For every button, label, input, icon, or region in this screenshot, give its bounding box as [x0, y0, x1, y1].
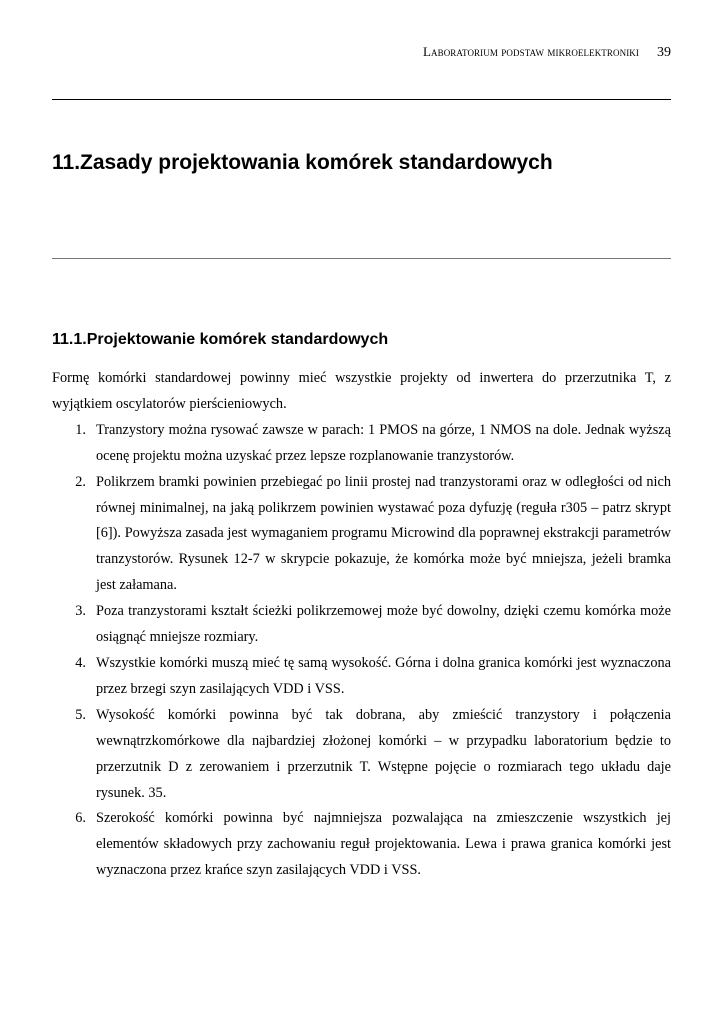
list-item-text: Poza tranzystorami kształt ścieżki polikrzemowej może być dowolny, dzięki czemu komórka może osiągnąć mniejsze rozmiary.: [96, 603, 671, 646]
list-item: [52, 651, 671, 703]
section-title: 11.1.Projektowanie komórek standardowych: [52, 331, 389, 348]
list-item-text: Szerokość komórki powinna być najmniejsza pozwalająca na zmieszczenie wszystkich jej elementów składowych przy zachowaniu reguł projektowania. Lewa i prawa granica komórki jest wyznaczona przez krańce szyn zasilających VDD i VSS.: [96, 810, 671, 879]
chapter-divider: [52, 258, 671, 259]
chapter-title: 11.Zasady projektowania komórek standardowych: [52, 151, 553, 174]
list-item-text: Polikrzem bramki powinien przebiegać po linii prostej nad tranzystorami oraz w odległości od nich równej minimalnej, na jaką polikrzem powinien wystawać poza dyfuzję (reguła r305 – patrz skrypt [6]). Powyższa zasada jest wymaganiem programu Microwind dla poprawnej ekstrakcji parametrów tranzystorów. Rysunek 12-7 w skrypcie pokazuje, że komórka może być mniejsza, jeżeli bramka jest załamana.: [96, 473, 671, 594]
list-item-number: 3.: [75, 603, 86, 620]
page-header: [423, 44, 671, 61]
list-item: [52, 470, 671, 600]
list-item: [52, 703, 671, 807]
section-body: [52, 366, 671, 884]
list-item-text: Wysokość komórki powinna być tak dobrana, aby zmieścić tranzystory i połączenia wewnątrzkomórkowe dla najbardziej złożonej komórki – w przypadku laboratorium będzie to przerzutnik D z zerowaniem i przerzutnik T. Wstępne pojęcie o rozmiarach tego układu daje rysunek. 35.: [96, 706, 671, 801]
rules-list: [52, 418, 671, 884]
header-divider: [52, 99, 671, 100]
list-item-number: 1.: [75, 421, 86, 438]
list-item: [52, 599, 671, 651]
list-item-number: 4.: [75, 654, 86, 671]
list-item-text: Tranzystory można rysować zawsze w parach: 1 PMOS na górze, 1 NMOS na dole. Jednak wyższą ocenę projektu można uzyskać przez lepsze rozplanowanie tranzystorów.: [96, 421, 671, 464]
list-item-text: Wszystkie komórki muszą mieć tę samą wysokość. Górna i dolna granica komórki jest wyznaczona przez brzegi szyn zasilających VDD i VSS.: [96, 654, 671, 697]
list-item: [52, 806, 671, 884]
list-item: [52, 418, 671, 470]
list-item-number: 6.: [75, 810, 86, 827]
page-number: 39: [657, 45, 671, 60]
intro-paragraph: Formę komórki standardowej powinny mieć wszystkie projekty od inwertera do przerzutnika T, z wyjątkiem oscylatorów pierścieniowych.: [52, 370, 671, 412]
list-item-number: 5.: [75, 706, 86, 723]
list-item-number: 2.: [75, 473, 86, 490]
running-title: Laboratorium podstaw mikroelektroniki: [422, 44, 639, 59]
